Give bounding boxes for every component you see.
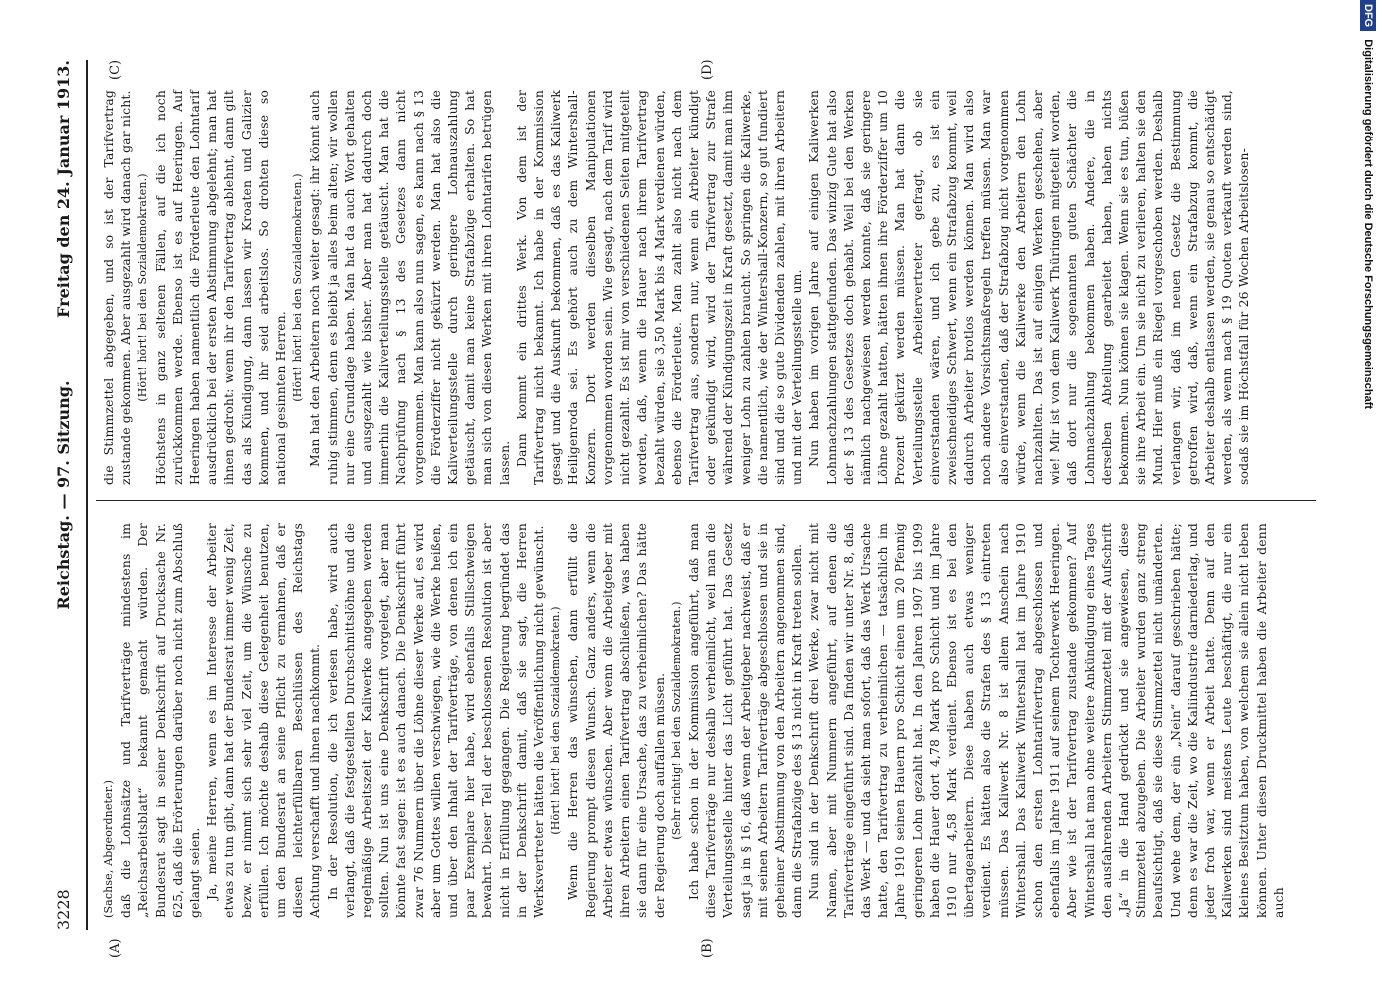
digitization-credit-bar	[1357, 0, 1379, 1000]
interjection: (Hört! hört! bei den Sozialdemokraten.)	[549, 606, 563, 835]
column-divider	[96, 500, 1316, 501]
interjection: (Hört! hört! bei den Sozialdemokraten.)	[291, 173, 305, 402]
section-title: Reichstag. — 97. Sitzung.	[54, 380, 73, 610]
paragraph: Höchstens in ganz seltenen Fällen, auf die ich noch zurückkommen werde. Ebenso ist es auf Heeringen. Auf Heeringen haben namentlich die Förderleute den Lohntarif ausdrücklich bei der ersten Abstimmung abgelehnt; man hat ihnen gedroht: wenn ihr den Tarifvertrag ablehnt, dann gilt das als Kündigung, dann lassen wir Kroaten und Galizier kommen, und ihr seid arbeitslos. So drohten diese so national gesinnten Herren.	[152, 90, 289, 485]
credit-text: Digitalisierung gefördert durch die Deutsche Forschungsgemeinschaft	[1362, 39, 1374, 410]
header-rule	[86, 60, 88, 930]
margin-mark-c: (C)	[108, 59, 123, 80]
paragraph: Man hat den Arbeitern noch weiter gesagt: ihr könnt auch ruhig stimmen, denn es bleibt ja alles beim alten; wir wollen nur eine Grundlage haben. Man hat da auch Wort gehalten und ausgezahlt wie bisher. Aber man hat dadurch doch immerhin die Kaliverteilungsstelle getäuscht. Man hat die Nachprüfung nach § 13 des Gesetzes dann nicht vorgenommen. Man kann also nun sagen, es kann nach § 13 die Förderziffer nicht gekürzt werden. Man hat also die Kaliverteilungsstelle durch geringere Lohnauszahlung getäuscht, damit man keine Strafabzüge erhalten. So hat man sich von diesen Werken mit ihren Lohntarifen betrügen lassen.	[307, 90, 512, 485]
margin-mark-b: (B)	[700, 938, 715, 958]
paragraph: die Stimmzettel abgegeben, und so ist der Tarifvertrag zustande gekommen. Aber ausgezahlt wird danach gar nicht.	[101, 90, 134, 485]
paragraph: Wenn die Herren das wünschen, dann erfüllt die Regierung prompt diesen Wunsch. Ganz anders, wenn die Arbeiter etwas wünschen. Aber wenn die Arbeitgeber mit ihren Arbeitern einen Tarifvertrag abschließen, was haben sie dann für eine Ursache, das zu verheimlichen? Das hätte der Regierung doch auffallen müssen.	[565, 523, 667, 918]
paragraph: Nun haben im vorigen Jahre auf einigen Kaliwerken Lohnnachzahlungen stattgefunden. Das winzig Gute hat also der § 13 des Gesetzes doch gehabt. Weil bei den Werken nämlich nachgewiesen werden konnte, daß sie geringere Löhne gezahlt hatten, hätten ihnen ihre Förderziffer um 10 Prozent gekürzt werden müssen. Man hat dann die Verteilungsstelle Arbeitervertreter gefragt, ob sie einverstanden wären, und ich gebe zu, es ist ein zweischneidiges Schwert, wenn ein Strafabzug kommt, weil dadurch Arbeiter brotlos werden können. Man wird also noch andere Vorsichtsmaßregeln treffen müssen. Man war also einverstanden, daß der Strafabzug nicht vorgenommen würde, wenn die Kaliwerke den Arbeitern den Lohn nachzahlten. Das ist auf einigen Werken geschehen, aber wie! Mir ist von dem Kaliwerk Thüringen mitgeteilt worden, daß dort nur die sogenannten guten Schächter die Lohnnachzahlung bekommen haben. Andere, die in derselben Abteilung gearbeitet haben, haben nichts bekommen. Nun können sie klagen. Wenn sie es tun, büßen sie ihre Arbeit ein. Um sie nicht zu verlieren, halten sie den Mund. Hier muß ein Riegel vorgeschoben werden. Deshalb verlangen wir, daß im neuen Gesetz die Bestimmung getroffen wird, daß, wenn ein Strafabzug kommt, die Arbeiter deshalb entlassen werden, sie genau so entschädigt werden, als wenn nach § 19 Quoten verkauft werden sind, sodaß sie im Höchstfall für 26 Wochen Arbeitslosen-	[806, 90, 1252, 485]
paragraph: Ja, meine Herren, wenn es im Interesse der Arbeiter etwas zu tun gibt, dann hat der Bundesrat immer wenig Zeit, bezw. er nimmt sich sehr viel Zeit, um die Wünsche zu erfüllen. Ich möchte deshalb diese Gelegenheit benutzen, um den Bundesrat an seine Pflicht zu ermahnen, daß er diesen leichterfüllbaren Beschlüssen des Reichstags Achtung verschafft und ihnen nachkommt.	[204, 523, 323, 918]
right-column	[100, 90, 1253, 485]
paragraph: daß die Lohnsätze und Tarifverträge mindestens im „Reichsarbeitsblatt“ bekannt gemacht würden. Der Bundesrat sagt in seiner Denkschrift auf Drucksache Nr. 625, daß die Erörterungen darüber noch nicht zum Abschluß gelangt seien.	[118, 523, 203, 918]
speaker-note: (Sachse, Abgeordneter.)	[102, 779, 115, 918]
left-column	[100, 523, 1287, 918]
page-number: 3228	[54, 889, 73, 930]
dfg-logo: DFG	[1360, 0, 1376, 31]
margin-mark-a: (A)	[108, 938, 123, 958]
credit-line	[1357, 0, 1379, 1000]
interjection: (Hört! hört! bei den Sozialdemokraten.)	[136, 173, 150, 402]
paragraph: Ich habe schon in der Kommission angeführt, daß man diese Tarifverträge nur deshalb verheimlicht, weil man die Verteilungsstelle hinter das Licht geführt hat. Das Gesetz sagt ja in § 16, daß wenn der Arbeitgeber nachweist, daß er mit seinen Arbeitern Tarifverträge abgeschlossen und sie in geheimer Abstimmung von den Arbeitern angenommen sind, dann die Strafabzüge des § 13 nicht in Kraft treten sollen.	[685, 523, 805, 918]
paragraph: Nun sind in der Denkschrift drei Werke, zwar nicht mit Namen, aber mit Nummern angeführt, auf denen die Tarifverträge eingeführt sind. Da finden wir unter Nr. 8, daß das Werk — und da sieht man sofort, daß das Werk Ursache hatte, den Tarifvertrag zu verheimlichen — tatsächlich im Jahre 1910 seinen Hauern pro Schicht einen um 20 Pfennig geringeren Lohn gezahlt hat. In den Jahren 1907 bis 1909 haben die Hauer dort 4,78 Mark pro Schicht und im Jahre 1910 nur 4,58 Mark verdient. Ebenso ist es bei den übertagearbeitern. Diese haben auch etwas weniger verdient. Es hätten also die Strafen des § 13 eintreten müssen. Das Kaliwerk Nr. 8 ist allem Anschein nach Wintershall. Das Kaliwerk Wintershall hat im Jahre 1910 schon den ersten Lohntarifvertrag abgeschlossen und ebenfalls im Jahre 1911 auf seinem Tochterwerk Heeringen. Aber wie ist der Tarifvertrag zustande gekommen? Auf Wintershall hat man ohne weitere Ankündigung eines Tages den ausfahrenden Arbeitern Stimmzettel mit der Aufschrift „Ja“ in die Hand gedrückt und sie angewiesen, diese Stimmzettel abzugeben. Die Arbeiter wurden ganz streng beaufsichtigt, daß sie diese Stimmzettel nicht umänderten. Und wehe dem, der ein „Nein“ darauf geschrieben hätte; denn es war die Zeit, wo die Kaliindustrie darniederlag, und jeder froh war, wenn er Arbeit hatte. Denn auf den Kaliwerken sind meistens Leute beschäftigt, die nur ein kleines Besitztum haben, von welchem sie allein nicht leben können. Unter diesen Druckmittel haben die Arbeiter denn auch	[806, 523, 1286, 918]
session-date: Freitag den 24. Januar 1913.	[54, 60, 73, 318]
interjection: (Sehr richtig! bei den Sozialdemokraten.)	[669, 601, 683, 840]
margin-mark-d: (D)	[700, 59, 715, 80]
paragraph: In der Resolution, die ich verlesen habe, wird auch verlangt, daß die festgestellten Durchschnittslöhne und die regelmäßige Arbeitszeit der Kaliwerke angegeben werden sollten. Nun ist uns eine Denkschrift vorgelegt, aber man könnte fast sagen: ist es auch danach. Die Denkschrift führt zwar 76 Nummern über die Löhne dieser Werke auf, es wird aber um Gottes willen verschwiegen, wie die Werke heißen, und über den Inhalt der Tarifverträge, von denen ich ein paar Exemplare hier habe, wird ebenfalls Stillschweigen bewahrt. Dieser Teil der beschlossenen Resolution ist aber nicht in Erfüllung gegangen. Die Regierung begründet das in der Denkschrift damit, daß sie sagt, die Herren Werksvertreter hätten die Veröffentlichung nicht gewünscht.	[324, 523, 547, 918]
paragraph: Dann kommt ein drittes Werk. Von dem ist der Tarifvertrag nicht bekannt. Ich habe in der Kommission gesagt und die Auskunft bekommen, daß es das Kaliwerk Heiligenroda sei. Es gehört auch zu dem Wintershall-Konzern. Dort werden dieselben Manipulationen vorgenommen worden sein. Wie gesagt, nach dem Tarif wird nicht gezahlt. Es ist mir von verschiedenen Seiten mitgeteilt worden, daß, wenn die Hauer nach ihrem Tarifvertrag bezahlt würden, sie 3,50 Mark bis 4 Mark verdienen würden, ebenso die Förderleute. Man zahlt also nicht nach dem Tarifvertrag aus, sondern nur, wenn ein Arbeiter kündigt oder gekündigt wird, wird der Tarifvertrag zur Strafe während der Kündigungszeit in Kraft gesetzt, damit man ihm weniger Lohn zu zahlen braucht. So springen die Kaliwerke, die namentlich, wie der Wintershall-Konzern, so gut fundiert sind und die so gute Dividenden zahlen, mit ihren Arbeitern und mit der Verteilungsstelle um.	[513, 90, 805, 485]
page-header	[50, 60, 82, 930]
